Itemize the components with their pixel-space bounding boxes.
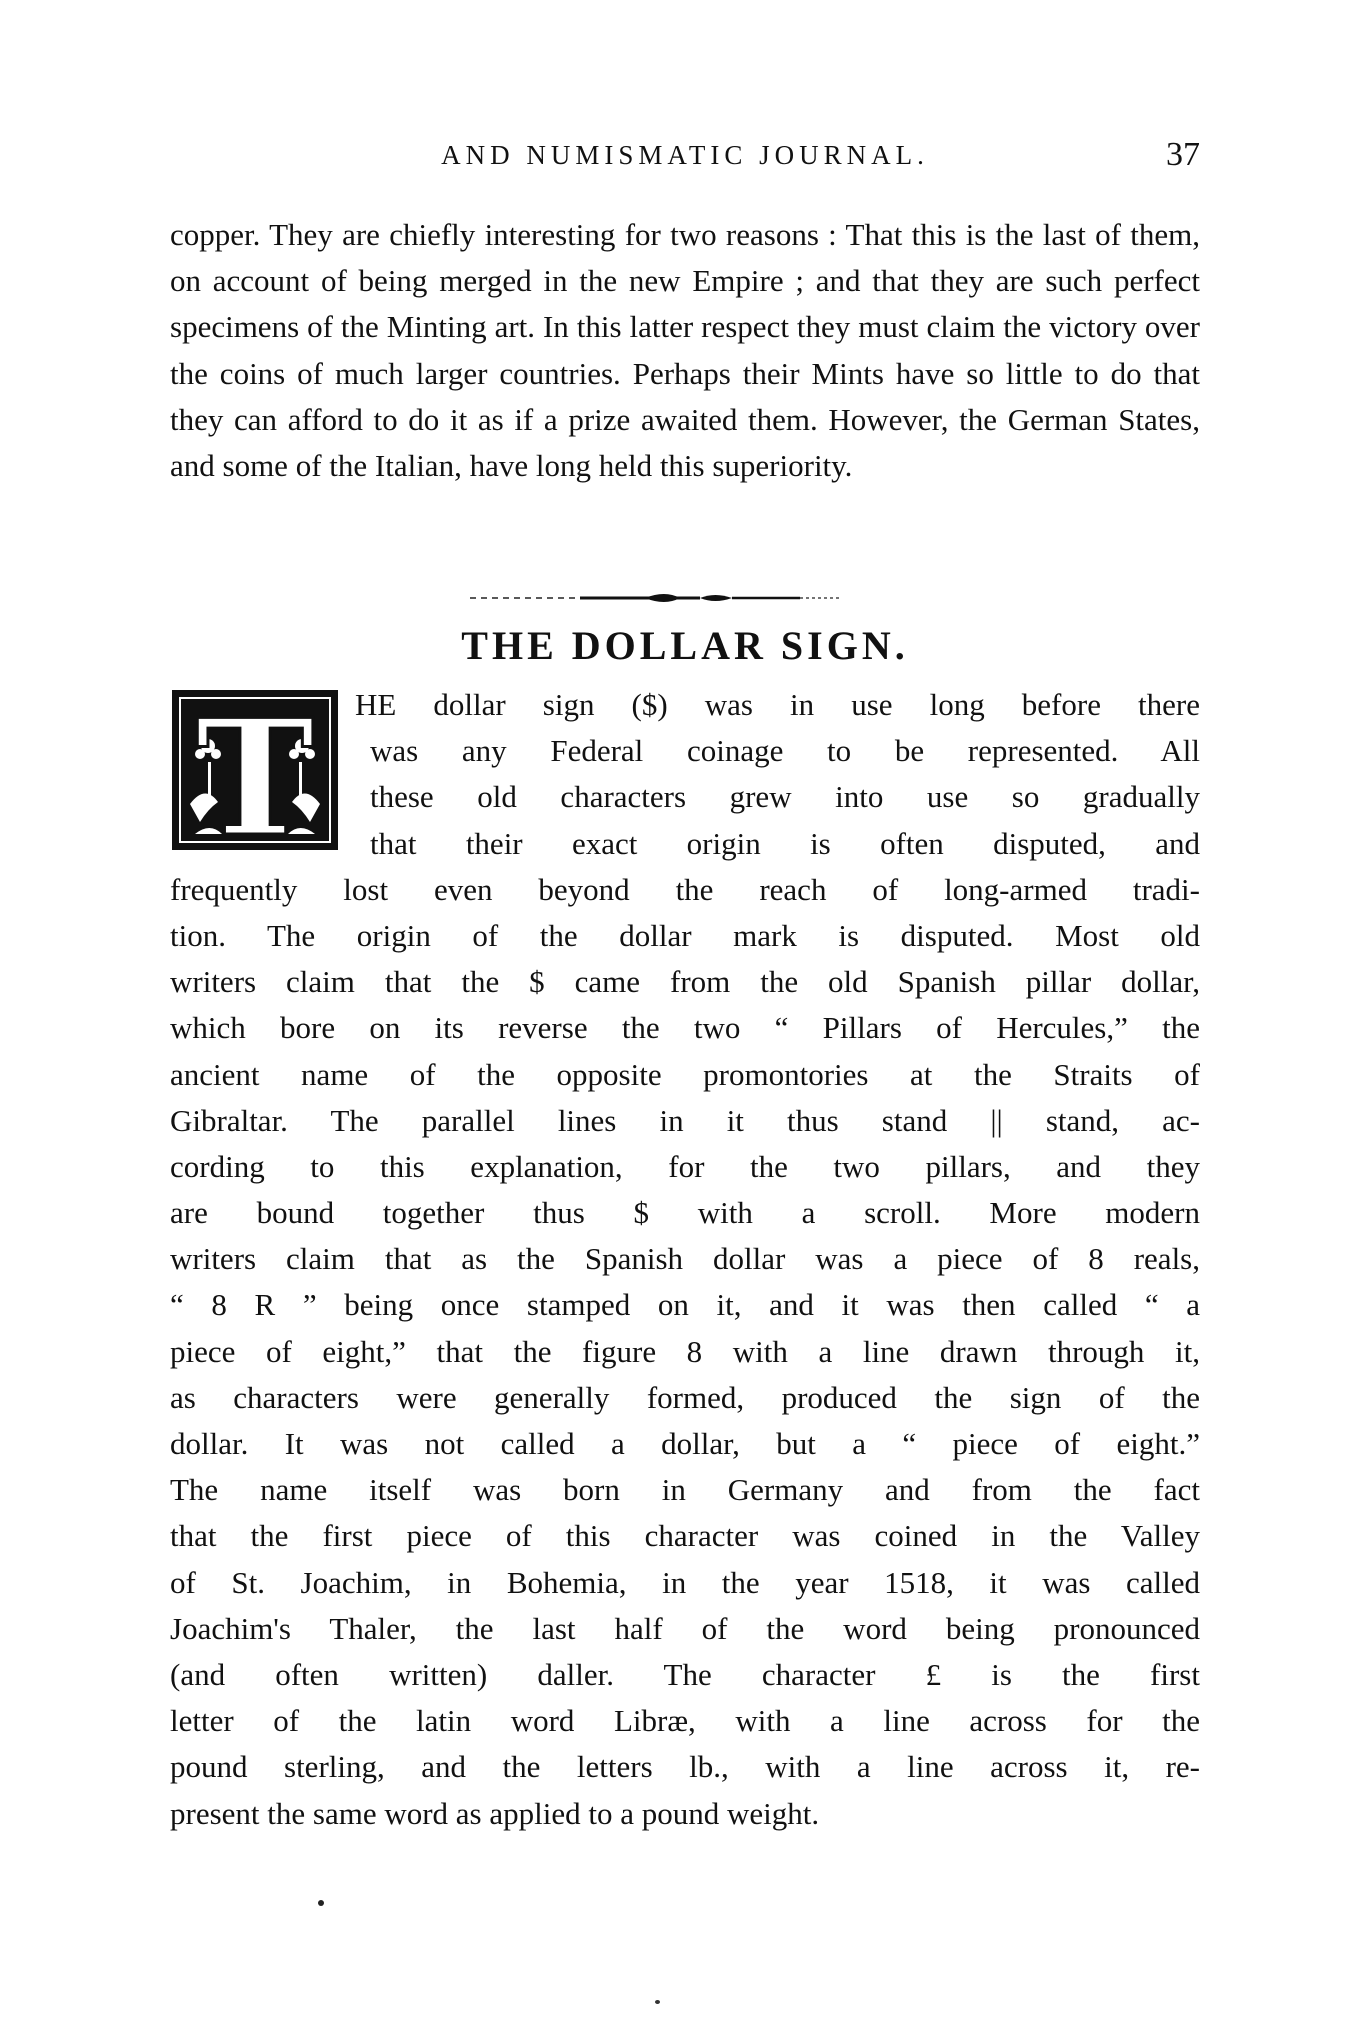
text-line: are bound together thus $ with a scroll. More modern <box>170 1195 1200 1231</box>
stray-print-mark <box>318 1900 324 1906</box>
text-line: was any Federal coinage to be represented. All <box>370 733 1200 769</box>
running-title: AND NUMISMATIC JOURNAL. <box>441 140 929 170</box>
ornamental-rule <box>470 588 840 608</box>
text-line: that their exact origin is often disputed, and <box>370 825 1200 861</box>
paragraph-dollar-sign <box>170 682 1200 1837</box>
text-line: pound sterling, and the letters lb., with a line across it, re- <box>170 1749 1200 1785</box>
text-line: dollar. It was not called a dollar, but a “ piece of eight.” <box>170 1426 1200 1461</box>
text-line: Gibraltar. The parallel lines in it thus stand || stand, ac- <box>170 1102 1200 1138</box>
text-line: HE dollar sign ($) was in use long before there <box>355 687 1200 722</box>
text-line: cording to this explanation, for the two pillars, and they <box>170 1148 1200 1184</box>
page-number: 37 <box>1166 136 1200 173</box>
text-line: tion. The origin of the dollar mark is disputed. Most old <box>170 917 1200 953</box>
text-line: that the first piece of this character was coined in the Valley <box>170 1518 1200 1554</box>
text-line: piece of eight,” that the figure 8 with a line drawn through it, <box>170 1333 1200 1369</box>
text-line: of St. Joachim, in Bohemia, in the year 1518, it was called <box>170 1564 1200 1600</box>
text-line: letter of the latin word Libræ, with a line across for the <box>170 1703 1200 1739</box>
stray-print-mark <box>655 2000 660 2004</box>
text-line: these old characters grew into use so gradually <box>370 779 1200 815</box>
drop-cap-letter: T <box>195 684 315 854</box>
text-line: frequently lost even beyond the reach of long-armed tradi- <box>170 871 1200 907</box>
text-line: writers claim that the $ came from the old Spanish pillar dollar, <box>170 964 1200 1000</box>
text-line: as characters were generally formed, produced the sign of the <box>170 1379 1200 1415</box>
text-line: ancient name of the opposite promontories at the Straits of <box>170 1056 1200 1092</box>
text-line: Joachim's Thaler, the last half of the word being pronounced <box>170 1610 1200 1646</box>
paragraph-copper: copper. They are chiefly interesting for two reasons : That this is the last of them, on account of being merged in the new Empire ; and that they are such perfect specimens of the Minting art. In this latter respect they must claim the victory over the coins of much larger countries. Perhaps their Mints have so little to do that they can afford to do it as if a prize awaited them. However, the German States, and some of the Italian, have long held this superiority. <box>170 217 1200 484</box>
text-line: present the same word as applied to a pound weight. <box>170 1795 820 1831</box>
text-line: writers claim that as the Spanish dollar was a piece of 8 reals, <box>170 1241 1200 1277</box>
text-line: which bore on its reverse the two “ Pillars of Hercules,” the <box>170 1010 1200 1046</box>
section-title: THE DOLLAR SIGN. <box>461 623 909 668</box>
text-line: “ 8 R ” being once stamped on it, and it was then called “ a <box>170 1287 1200 1323</box>
text-line: (and often written) daller. The character £ is the first <box>170 1656 1200 1692</box>
text-line: The name itself was born in Germany and from the fact <box>170 1472 1200 1508</box>
running-head <box>170 136 1200 176</box>
